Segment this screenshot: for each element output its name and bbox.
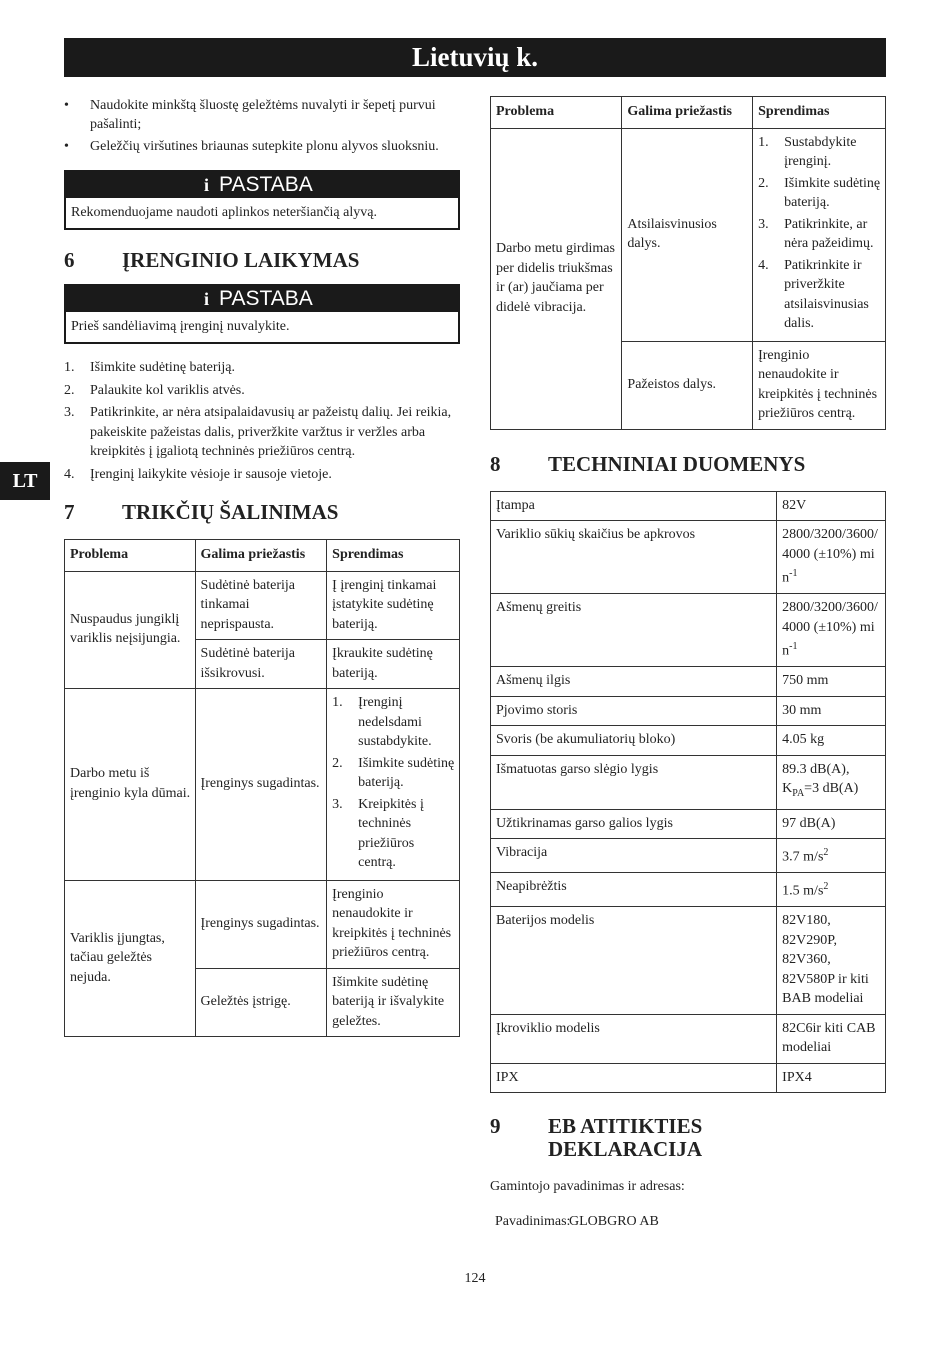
list-item: 4. Įrenginį laikykite vėsioje ir sausoje vietoje. xyxy=(64,466,332,482)
info-icon: i xyxy=(204,289,210,309)
table-row xyxy=(491,907,886,1015)
spec-value: 82C6ir kiti CAB modeliai xyxy=(777,1014,886,1063)
table-header: Sprendimas xyxy=(327,540,460,572)
list-item: 4. Patikrinkite ir priveržkite atsilaisvinusias dalis. xyxy=(758,257,869,331)
list-item: 1. Sustabdykite įrenginį. xyxy=(758,134,857,169)
spec-value: 4.05 kg xyxy=(777,726,886,756)
spec-label: Užtikrinamas garso galios lygis xyxy=(491,809,777,839)
spec-value: 2800/3200/3600/4000 (±10%) $\min^{-1}$ xyxy=(777,521,886,594)
table-row xyxy=(491,594,886,667)
table-cell-solution: Įrenginio nenaudokite ir kreipkitės į techninės priežiūros centrą. xyxy=(753,341,886,429)
table-row xyxy=(65,880,460,968)
table-cell-problem: Nuspaudus jungiklį variklis neįsijungia. xyxy=(65,571,196,689)
spec-value: 3.7 $m/s^2$ xyxy=(777,839,886,873)
bullet-item: • Geležčių viršutines briaunas sutepkite plonu alyvos sluoksniu. xyxy=(64,137,460,156)
list-item: 1. Įrenginį nedelsdami sustabdykite. xyxy=(332,695,432,749)
list-item: 3. Patikrinkite, ar nėra pažeidimų. xyxy=(758,216,874,251)
table-row xyxy=(65,571,460,640)
table-row xyxy=(491,809,886,839)
name-value: GLOBGRO AB xyxy=(569,1214,659,1230)
section-9-heading: 9 EB ATITIKTIES DEKLARACIJA xyxy=(490,1114,703,1162)
note-box xyxy=(64,170,460,230)
table-row xyxy=(491,873,886,907)
maintenance-bullets xyxy=(64,96,460,156)
spec-label: Vibracija xyxy=(491,839,777,873)
info-icon: i xyxy=(204,175,210,195)
table-row xyxy=(491,491,886,521)
manufacturer-intro: Gamintojo pavadinimas ir adresas: xyxy=(490,1179,685,1195)
page-number: 124 xyxy=(464,1271,486,1286)
spec-value: IPX4 xyxy=(777,1063,886,1093)
table-cell-cause: Įrenginys sugadintas. xyxy=(195,689,327,881)
spec-label: Išmatuotas garso slėgio lygis xyxy=(491,755,777,809)
language-tab: LT xyxy=(0,462,50,500)
table-header: Problema xyxy=(491,97,622,129)
list-item: 2. Išimkite sudėtinę bateriją. xyxy=(758,175,881,210)
list-item: 2. Palaukite kol variklis atvės. xyxy=(64,382,245,398)
spec-label: Variklio sūkių skaičius be apkrovos xyxy=(491,521,777,594)
table-cell-solution: Įrenginio nenaudokite ir kreipkitės į techninės priežiūros centrą. xyxy=(327,880,460,968)
table-row xyxy=(491,1014,886,1063)
troubleshooting-table-continued xyxy=(490,96,886,430)
table-row xyxy=(491,696,886,726)
spec-label: Baterijos modelis xyxy=(491,907,777,1015)
table-cell-problem: Darbo metu girdimas per didelis triukšmas ir (ar) jaučiama per didelė vibracija. xyxy=(491,128,622,429)
section-8-heading: 8 TECHNINIAI DUOMENYS xyxy=(490,451,806,476)
note-box xyxy=(64,284,460,344)
table-cell-cause: Geležtės įstrigę. xyxy=(195,968,327,1037)
spec-value: 89.3 dB(A), $K_{PA}=3$ dB(A) xyxy=(777,755,886,809)
table-cell-solution xyxy=(327,689,460,881)
table-header-row xyxy=(65,540,460,572)
table-cell-cause: Pažeistos dalys. xyxy=(622,341,753,429)
note-header xyxy=(66,172,458,198)
note-label: PASTABA xyxy=(219,287,313,310)
spec-label: IPX xyxy=(491,1063,777,1093)
troubleshooting-table xyxy=(64,539,460,1037)
table-cell-cause: Įrenginys sugadintas. xyxy=(195,880,327,968)
table-header: Sprendimas xyxy=(753,97,886,129)
right-column xyxy=(490,96,886,1232)
spec-label: Įkroviklio modelis xyxy=(491,1014,777,1063)
table-cell-solution: Išimkite sudėtinę bateriją ir išvalykite geležtes. xyxy=(327,968,460,1037)
spec-label: Ašmenų greitis xyxy=(491,594,777,667)
list-item: 3. Patikrinkite, ar nėra atsipalaidavusių ar pažeistų dalių. Jei reikia, pakeiskite pažeistas dalis, priveržkite varžtus ir veržles arba kreipkitės į įgaliotą techninės priežiūros centrą. xyxy=(64,405,452,459)
table-header: Problema xyxy=(65,540,196,572)
table-header: Galima priežastis xyxy=(622,97,753,129)
note-header xyxy=(66,286,458,312)
bullet-item: • Naudokite minkštą šluostę geležtėms nuvalyti ir šepetį purvui pašalinti; xyxy=(64,96,460,134)
table-row xyxy=(65,689,460,881)
table-row xyxy=(491,839,886,873)
section-6-heading: 6 ĮRENGINIO LAIKYMAS xyxy=(64,248,360,272)
table-row xyxy=(491,128,886,341)
table-cell-solution: Į įrenginį tinkamai įstatykite sudėtinę bateriją. xyxy=(327,571,460,640)
spec-label: Pjovimo storis xyxy=(491,696,777,726)
name-label: Pavadinimas: xyxy=(495,1214,571,1230)
spec-label: Neapibrėžtis xyxy=(491,873,777,907)
list-item: 3. Kreipkitės į techninės priežiūros centrą. xyxy=(332,796,424,870)
left-column xyxy=(64,96,460,1037)
table-row xyxy=(491,726,886,756)
spec-value: 82V180, 82V290P, 82V360, 82V580P ir kiti BAB modeliai xyxy=(777,907,886,1015)
table-row xyxy=(491,755,886,809)
spec-label: Ašmenų ilgis xyxy=(491,667,777,697)
table-cell-problem: Darbo metu iš įrenginio kyla dūmai. xyxy=(65,689,196,881)
spec-value: 97 dB(A) xyxy=(777,809,886,839)
table-row xyxy=(491,521,886,594)
table-header: Galima priežastis xyxy=(195,540,327,572)
spec-value: 2800/3200/3600/4000 (±10%) $\min^{-1}$ xyxy=(777,594,886,667)
table-cell-problem: Variklis įjungtas, tačiau geležtės nejuda. xyxy=(65,880,196,1037)
spec-value: 30 mm xyxy=(777,696,886,726)
table-header-row xyxy=(491,97,886,129)
page-title: Lietuvių k. xyxy=(64,38,886,77)
technical-data-table xyxy=(490,491,886,1094)
table-cell-cause: Sudėtinė baterija išsikrovusi. xyxy=(195,640,327,689)
spec-label: Įtampa xyxy=(491,491,777,521)
storage-steps xyxy=(64,358,460,484)
note-text: Rekomenduojame naudoti aplinkos neteršiančią alyvą. xyxy=(66,198,458,228)
note-label: PASTABA xyxy=(219,173,313,196)
note-text: Prieš sandėliavimą įrenginį nuvalykite. xyxy=(66,312,458,342)
manufacturer-name-row xyxy=(490,1212,886,1232)
spec-value: 82V xyxy=(777,491,886,521)
table-cell-solution xyxy=(753,128,886,341)
section-7-heading: 7 TRIKČIŲ ŠALINIMAS xyxy=(64,500,339,524)
spec-value: 1.5 $m/s^2$ xyxy=(777,873,886,907)
list-item: 1. Išimkite sudėtinę bateriją. xyxy=(64,360,236,375)
table-row xyxy=(491,667,886,697)
spec-label: Svoris (be akumuliatorių bloko) xyxy=(491,726,777,756)
table-cell-solution: Įkraukite sudėtinę bateriją. xyxy=(327,640,460,689)
spec-value: 750 mm xyxy=(777,667,886,697)
list-item: 2. Išimkite sudėtinę bateriją. xyxy=(332,755,455,790)
table-cell-cause: Sudėtinė baterija tinkamai neprispausta. xyxy=(195,571,327,640)
table-cell-cause: Atsilaisvinusios dalys. xyxy=(622,128,753,341)
table-row xyxy=(491,1063,886,1093)
